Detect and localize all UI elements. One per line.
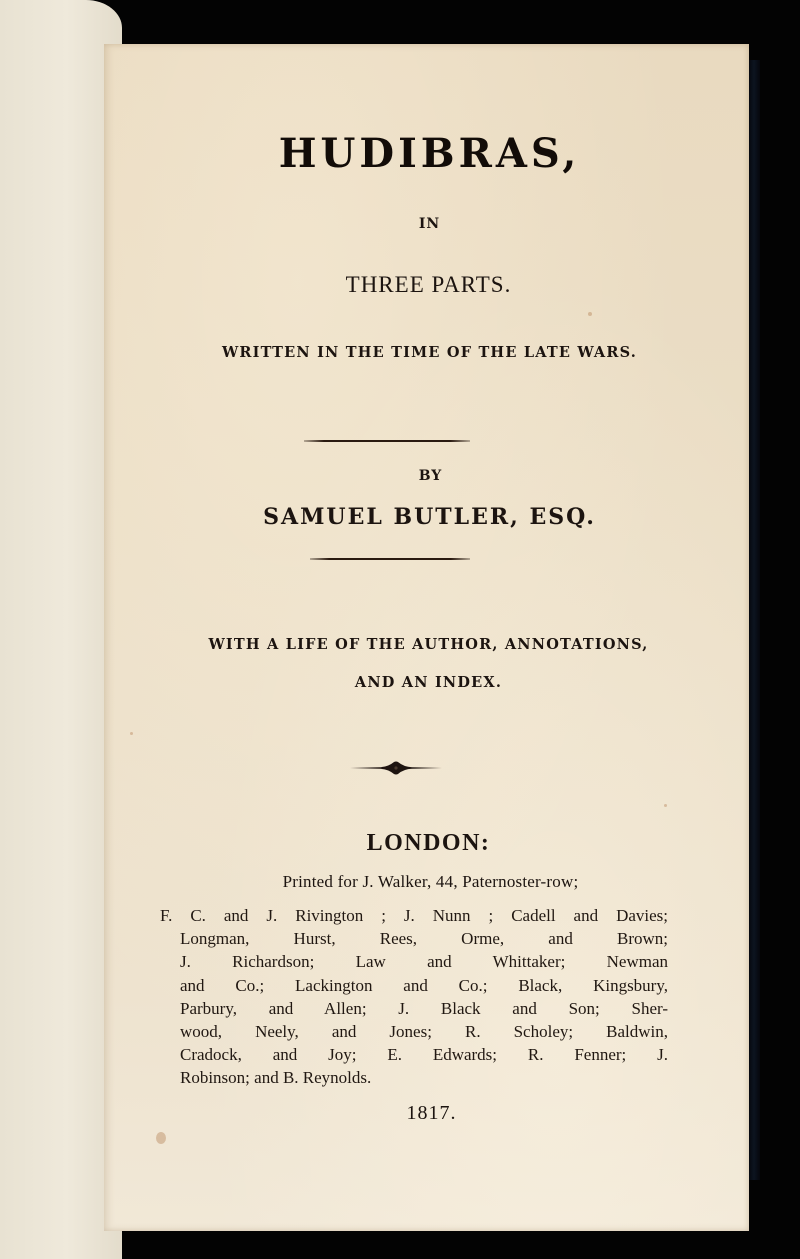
parts-line: THREE PARTS. (345, 272, 512, 297)
bookseller-line: Cradock, and Joy; E. Edwards; R. Fenner; J. (180, 1045, 668, 1065)
bookseller-line: J. Richardson; Law and Whittaker; Newman (180, 952, 668, 972)
title-page-content (104, 44, 749, 1231)
diamond-flourish-ornament-icon (350, 760, 442, 776)
bookseller-line: and Co.; Lackington and Co.; Black, Kingsbury, (180, 975, 668, 995)
bookseller-line: wood, Neely, and Jones; R. Scholey; Baldwin, (180, 1021, 668, 1041)
contents-line-2: AND AN INDEX. (354, 674, 503, 691)
bookseller-line: Robinson; and B. Reynolds. (180, 1068, 372, 1088)
title-page (104, 44, 749, 1231)
bookseller-line: Longman, Hurst, Rees, Orme, and Brown; (180, 929, 668, 949)
booksellers-list (160, 904, 668, 1090)
bookseller-line: F. C. and J. Rivington ; J. Nunn ; Cadell and Davies; (160, 906, 668, 925)
imprint-printed-for: Printed for J. Walker, 44, Paternoster-row; (282, 872, 579, 891)
divider-rule-top (304, 440, 470, 442)
by-label: BY (418, 468, 443, 484)
divider-rule-bottom (310, 558, 470, 560)
book-title: HUDIBRAS, (278, 130, 581, 177)
subtitle: WRITTEN IN THE TIME OF THE LATE WARS. (221, 344, 638, 361)
bookseller-line: Parbury, and Allen; J. Black and Son; Sher- (180, 998, 668, 1018)
publication-year: 1817. (406, 1102, 457, 1124)
title-connector: IN (418, 216, 441, 232)
imprint-city: LONDON: (366, 830, 491, 856)
book-binding-edge (748, 60, 760, 1180)
contents-line-1: WITH A LIFE OF THE AUTHOR, ANNOTATIONS, (208, 636, 649, 653)
author-name: SAMUEL BUTLER, ESQ. (263, 504, 596, 530)
